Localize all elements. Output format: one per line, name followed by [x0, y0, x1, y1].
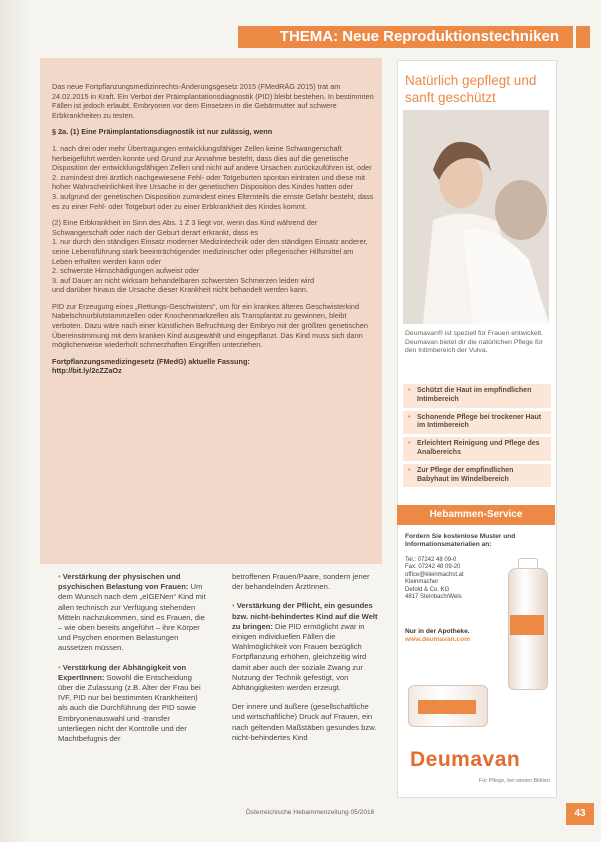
box-paragraph-3: 1. nach drei oder mehr Übertragungen entwicklungsfähiger Zellen keine Schwangerschaft herbeigeführt werden konnte und Grund zur Annahme besteht, dass dies auf die genetische Disposition der entwicklungsfähigen Zellen und nicht auf andere Ursachen zurückzuführen ist, oder 2. zumindest drei ärztlich nachgewiesene Fehl- oder Totgeburten spontan eintraten und diese mit hoher Wahrscheinlichkeit ihre Ursache in der genetischen Disposition des Kindes hatten oder 3. aufgrund der genetischen Disposition zumindest eines Elternteils die ernste Gefahr besteht, dass es zu einer Fehl- oder Totgeburt oder zu einer Erbkrankheit des Kindes kommt. [52, 143, 374, 211]
bullet-1-body: Um dem Wunsch nach dem „eIGENen“ Kind mit allen technisch zur Verfügung stehenden Mitteln nachzukommen, sind es Frauen, die – wie oben bereits angeführt – ihre Körper und Psychen enormen Belastungen aussetzen müssen. [58, 582, 206, 653]
bullet-3-head: Verstärkung der Pflicht, ein gesundes bzw. nicht-behindertes Kind auf die Welt zu bringen: [232, 601, 378, 631]
bullet-3-body: Die PID ermöglicht zwar in einigen individuellen Fällen die Wahlmöglichkeit von Frauen bezüglich Fortpflanzung erhöhen, gleichzeitig wird damit aber auch der soziale Zwang zur Nutzung der Technik gefestigt, von Abhängigkeiten werden erzeugt. [232, 621, 367, 693]
ad-benefit: • Zur Pflege der empfindlichen Babyhaut im Windelbereich [403, 464, 551, 488]
ad-title: Natürlich gepflegt und sanft geschützt [405, 73, 537, 105]
couple-photo [403, 110, 549, 324]
ad-contact: Tel.: 07242 48 09-0 Fax: 07242 48 09-20 office@kleinmachst.at Kleinmacher Defold & Co. KG 4817 Steinbach/Wels [405, 557, 464, 601]
bottle-label [510, 615, 544, 635]
footer-journal: Österreichische Hebammenzeitung 05/2016 [245, 809, 375, 816]
ad-description: Deumavan® ist speziell für Frauen entwickelt. Deumavan bietet dir die natürlichen Pflege für den Intimbereich der Vulva. [405, 330, 543, 355]
page-number: 43 [566, 803, 594, 825]
bullet-marker: • [58, 662, 63, 672]
bullet-marker: • [232, 601, 237, 611]
header-tab [576, 26, 590, 48]
info-box-text [52, 82, 374, 383]
box-law-label: Fortpflanzungsmedizingesetz (FMedG) aktuelle Fassung: [52, 356, 250, 366]
bullet-2 [58, 663, 208, 745]
bullet-2-body: Sowohl die Entscheidung über die Zulassung (z.B. Alter der Frau bei IVF, PID nur bei bestimmten Krankheiten) als auch die Durchführung der PID sowie Embryonenauswahl und -transfer unterliegen nicht der Kontrolle und der Machtbefugnis der [58, 672, 201, 744]
ad-benefit: • Schützt die Haut im empfindlichen Intimbereich [403, 384, 551, 408]
ad-apotheke-label: Nur in der Apotheke. [405, 628, 470, 635]
bullet-marker: • [58, 572, 63, 581]
column-1 [58, 572, 208, 753]
column-2 [232, 572, 380, 752]
deumavan-logo: Deumavan [410, 748, 521, 771]
bullet-1-head: Verstärkung der physischen und psychischen Belastung von Frauen: [58, 572, 189, 592]
jar-label [418, 700, 476, 714]
ad-benefits [403, 384, 551, 490]
ad-photo [403, 110, 549, 324]
ad-service-text: Fordern Sie kostenlose Muster und Informationsmaterialien an: [405, 533, 516, 549]
column-2-para-2: Der innere und äußere (gesellschaftliche und wirtschaftliche) Druck auf Frauen, ein nach geltenden Maßstäben gesundes bzw. nicht-behindertes Kind [232, 702, 377, 742]
bullet-2-head: Verstärkung der Abhängigkeit von ExpertInnen: [58, 662, 187, 682]
logo-tagline: Für Pflege, bei wieten Blikten [478, 778, 550, 784]
ad-service-band: Hebammen-Service [397, 505, 555, 525]
bullet-3 [232, 601, 380, 693]
box-paragraph-5: PID zur Erzeugung eines „Rettungs-Geschwisters“, um für ein krankes älteres Geschwisterkind Nabelschnurblutstammzellen oder Knochenmarkzellen als Transplantat zu gewinnen, bleibt verboten. Dazu wäre nach einer künstlichen Befruchtung der Embryo mit der größten genetischen Übereinstimmung mit dem kranken Kind ausgewählt und eingepflanzt. Das Kind muss sich dann möglicherweise wiederholt schmerzhaften Eingriffen unterziehen. [52, 301, 368, 350]
section-header: THEMA: Neue Reproduktionstechniken [238, 26, 573, 48]
ad-benefit: • Schonende Pflege bei trockener Haut im Intimbereich [403, 411, 551, 435]
box-paragraph-4: (2) Eine Erbkrankheit im Sinn des Abs. 1 Z 3 liegt vor, wenn das Kind während der Schwangerschaft oder nach der Geburt derart erkrankt, dass es 1. nur durch den ständigen Einsatz moderner Medizintechnik oder den ständigen Einsatz anderer, seine Lebensführung stark beeinträchtigender medizinischer oder pflegerischer Hilfsmittel am Leben erhalten werden kann oder 2. schwerste Hirnschädigungen aufweist oder 3. auf Dauer an nicht wirksam behandelbaren schwersten Schmerzen leiden wird und darüber hinaus die Ursache dieser Krankheit nicht behandelt werden kann. [52, 218, 368, 295]
ad-apotheke [405, 628, 505, 645]
ad-url[interactable]: www.deumavan.com [405, 636, 470, 644]
ad-benefit: • Erleichtert Reinigung und Pflege des Analbereichs [403, 437, 551, 461]
box-paragraph-6 [52, 357, 374, 367]
column-2-para-1: betroffenen Frauen/Paare, sondern jener der behandelnden ÄrztInnen. [232, 572, 370, 592]
box-heading: § 2a. (1) Eine Präimplantationsdiagnostik ist nur zulässig, wenn [52, 127, 273, 137]
bullet-1 [58, 572, 208, 654]
box-link[interactable]: http://bit.ly/2cZZaOz [52, 366, 122, 376]
box-paragraph-1: Das neue Fortpflanzungsmedizinrechts-Änderungsgesetz 2015 (FMedRÄG 2015) trat am 24.02.2015 in Kraft. Ein Verbot der Präimplantationsdiagnostik (PID) bleibt bestehen. In bestimmten Fällen ist jedoch erlaubt, Embryonen vor dem Einsetzen in die Gebärmutter auf schwere Erbkrankheiten zu testen. [52, 82, 374, 120]
